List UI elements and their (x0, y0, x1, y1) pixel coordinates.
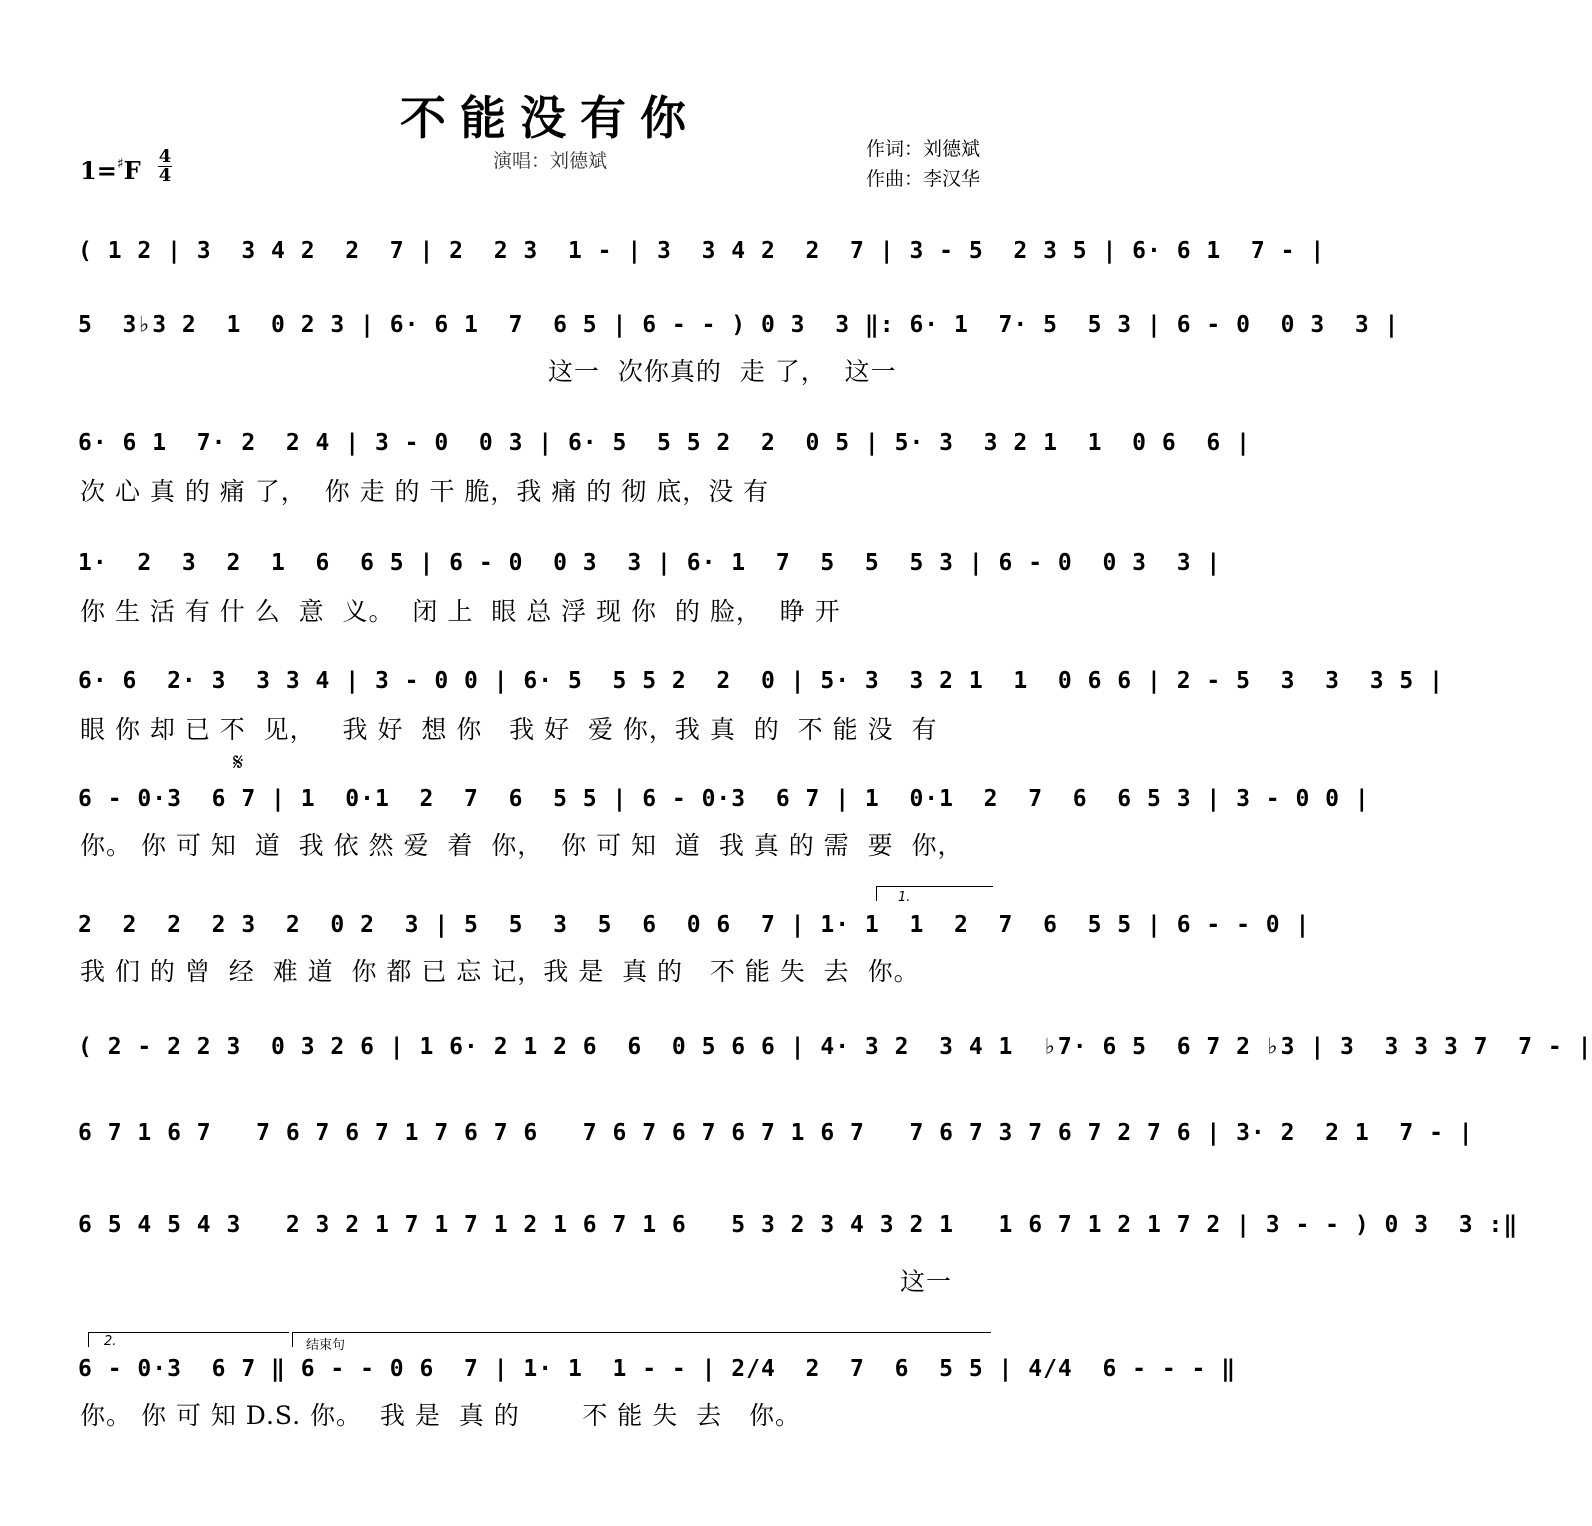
sharp-icon: ♯ (116, 156, 124, 172)
notation-row-4: 1· 2 3 2 1 6 6 5 | 6 - 0 0 3 3 | 6· 1 7 5 5 5 3 | 6 - 0 0 3 3 | (78, 550, 1222, 576)
volta-bracket-2 (88, 1332, 289, 1347)
ending-label: 结束句 (306, 1338, 346, 1353)
segno-icon: 𝄋 (233, 748, 244, 776)
lyrics-row-2: 这一 次你真的 走 了， 这一 (548, 357, 897, 386)
notation-row-9: 6 7 1 6 7 7 6 7 6 7 1 7 6 7 6 7 6 7 6 7 6 7 1 6 7 7 6 7 3 7 6 7 2 7 6 | 3· 2 2 1 7 - | (78, 1120, 1474, 1146)
time-top: 4 (158, 146, 172, 167)
notation-row-10: 6 5 4 5 4 3 2 3 2 1 7 1 7 1 2 1 6 7 1 6 5 3 2 3 4 3 2 1 1 6 7 1 2 1 7 2 | 3 - - ) 0 3 3 :‖ (78, 1212, 1519, 1238)
ending-bracket (292, 1332, 991, 1347)
lyrics-row-6: 你。 你 可 知 道 我 依 然 爱 着 你， 你 可 知 道 我 真 的 需 要 你， (80, 831, 964, 860)
volta-bracket-1 (876, 886, 993, 901)
time-bottom: 4 (158, 165, 172, 186)
notation-row-2: 5 3♭3 2 1 0 2 3 | 6· 6 1 7 6 5 | 6 - - ) 0 3 3 ‖: 6· 1 7· 5 5 3 | 6 - 0 0 3 3 | (78, 312, 1400, 338)
page-title: 不能没有你 (400, 91, 700, 145)
volta-label-2: 2. (104, 1334, 117, 1349)
key-note: F (123, 156, 141, 185)
lyrics-row-11: 你。 你 可 知 D.S. 你。 我 是 真 的 不 能 失 去 你。 (80, 1401, 801, 1430)
key-prefix: 1= (80, 156, 117, 185)
volta-label-1: 1. (898, 890, 911, 905)
key-signature (80, 156, 141, 185)
lyrics-row-5: 眼 你 却 已 不 见， 我 好 想 你 我 好 爱 你，我 真 的 不 能 没 有 (80, 715, 938, 744)
lyrics-row-7: 我 们 的 曾 经 难 道 你 都 已 忘 记，我 是 真 的 不 能 失 去 你。 (80, 957, 920, 986)
lyrics-row-10: 这一 (900, 1267, 953, 1296)
composer-credit: 作曲：李汉华 (866, 168, 981, 190)
notation-row-7: 2 2 2 2 3 2 0 2 3 | 5 5 3 5 6 0 6 7 | 1· 1 1 2 7 6 5 5 | 6 - - 0 | (78, 912, 1311, 938)
notation-row-3: 6· 6 1 7· 2 2 4 | 3 - 0 0 3 | 6· 5 5 5 2 2 0 5 | 5· 3 3 2 1 1 0 6 6 | (78, 430, 1251, 456)
notation-row-5: 6· 6 2· 3 3 3 4 | 3 - 0 0 | 6· 5 5 5 2 2 0 | 5· 3 3 2 1 1 0 6 6 | 2 - 5 3 3 3 5 | (78, 668, 1444, 694)
notation-row-1: ( 1 2 | 3 3 4 2 2 7 | 2 2 3 1 - | 3 3 4 2 2 7 | 3 - 5 2 3 5 | 6· 6 1 7 - | (78, 238, 1326, 264)
time-signature (158, 148, 172, 185)
lyrics-row-4: 你 生 活 有 什 么 意 义。 闭 上 眼 总 浮 现 你 的 脸， 睁 开 (80, 597, 841, 626)
notation-row-11: 6 - 0·3 6 7 ‖ 6 - - 0 6 7 | 1· 1 1 - - | 2/4 2 7 6 5 5 | 4/4 6 - - - ‖ (78, 1356, 1237, 1382)
notation-row-6: 6 - 0·3 6 7 | 1 0·1 2 7 6 5 5 | 6 - 0·3 6 7 | 1 0·1 2 7 6 6 5 3 | 3 - 0 0 | (78, 786, 1370, 812)
lyricist-credit: 作词：刘德斌 (866, 138, 981, 160)
singer-credit: 演唱：刘德斌 (492, 150, 607, 172)
notation-row-8: ( 2 - 2 2 3 0 3 2 6 | 1 6· 2 1 2 6 6 0 5 6 6 | 4· 3 2 3 4 1 ♭7· 6 5 6 7 2 ♭3 | 3 3 3 3 7 7 - | (78, 1034, 1592, 1060)
lyrics-row-3: 次 心 真 的 痛 了， 你 走 的 干 脆，我 痛 的 彻 底，没 有 (80, 477, 770, 506)
